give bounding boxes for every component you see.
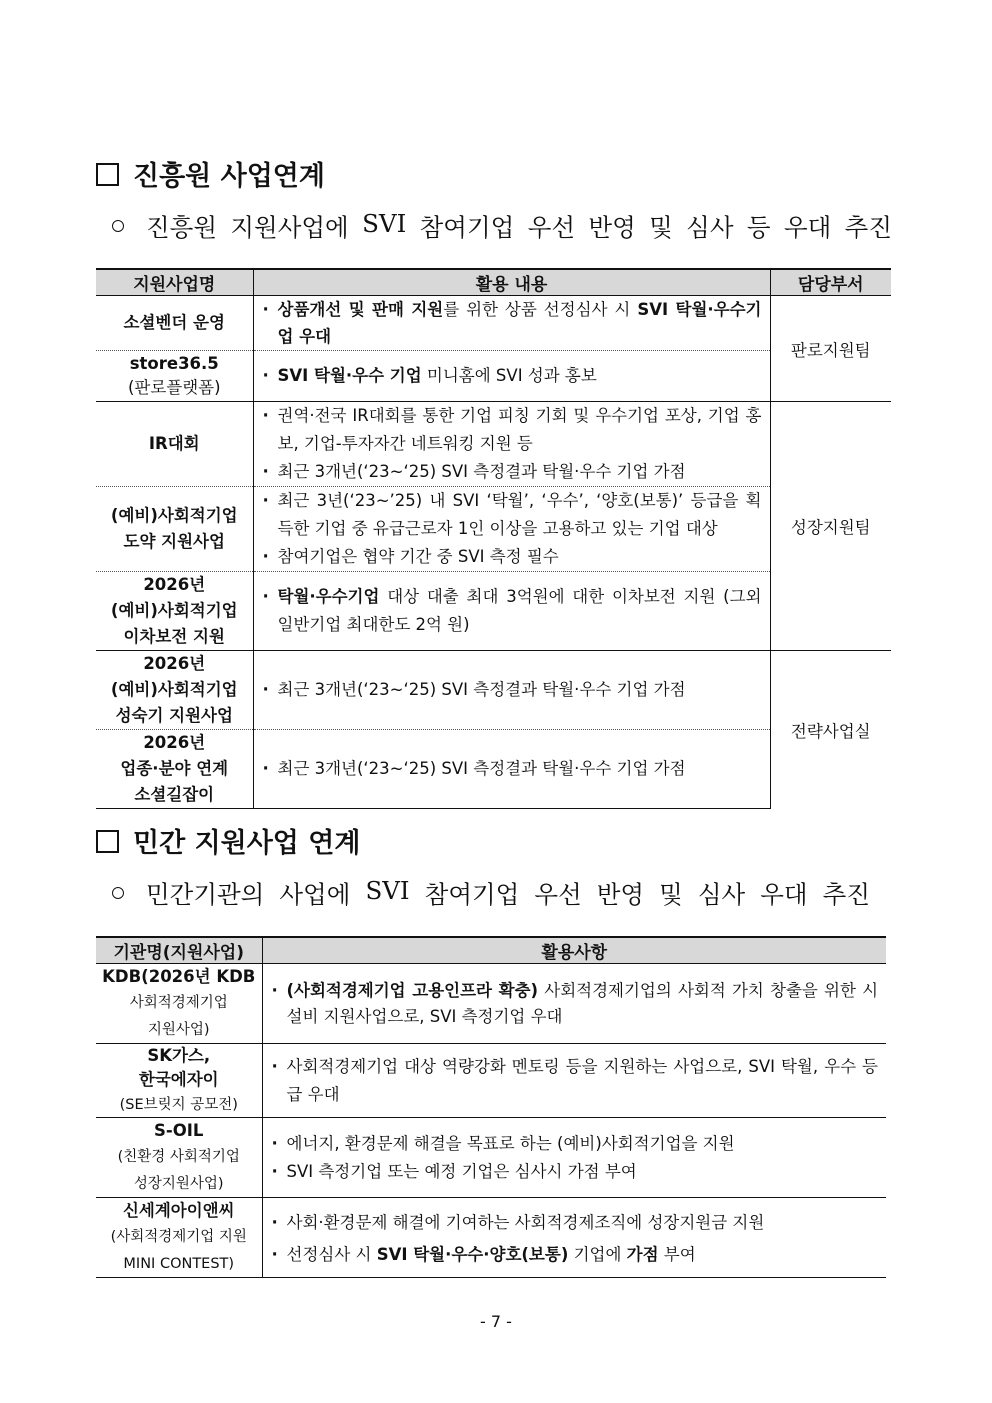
usage-cell: · 최근 3개년(‘23~‘25) SVI 측정결과 탁월·우수 기업 가점 <box>253 651 770 730</box>
header-org: 기관명(지원사업) <box>96 937 262 964</box>
program-table <box>96 268 891 809</box>
org-cell: SK가스, 한국에자이 (SE브릿지 공모전) <box>96 1044 262 1118</box>
table-row <box>96 402 891 487</box>
usage-cell: · 에너지, 환경문제 해결을 목표로 하는 (예비)사회적기업을 지원 · SVI 측정기업 또는 예정 기업은 심사시 가점 부여 <box>262 1118 886 1198</box>
table-row <box>96 296 891 351</box>
usage-cell: · 상품개선 및 판매 지원를 위한 상품 선정심사 시 SVI 탁월·우수기업 우대 <box>253 296 770 351</box>
page-number: - 7 - <box>480 1312 512 1331</box>
checkbox-square-icon <box>96 830 119 853</box>
dept-cell: 판로지원팀 <box>770 296 891 402</box>
header-dept: 담당부서 <box>770 269 891 296</box>
section-1-bullet: 진흥원 지원사업에 SVI 참여기업 우선 반영 및 심사 등 우대 추진 <box>112 209 892 244</box>
table-row <box>96 1198 886 1278</box>
usage-cell: · 사회·환경문제 해결에 기여하는 사회적경제조직에 성장지원금 지원 · 선정심사 시 SVI 탁월·우수·양호(보통) 기업에 가점 부여 <box>262 1198 886 1278</box>
program-name: IR대회 <box>96 402 253 487</box>
checkbox-square-icon <box>96 163 119 186</box>
program-name: (예비)사회적기업 도약 지원사업 <box>96 487 253 572</box>
usage-cell: · 권역·전국 IR대회를 통한 기업 피칭 기회 및 우수기업 포상, 기업 홍보, 기업-투자자간 네트워킹 지원 등 · 최근 3개년(‘23~‘25) SVI 측정결과 탁월·우수 기업 가점 <box>253 402 770 487</box>
usage-cell: · 최근 3개년(‘23~‘25) SVI 측정결과 탁월·우수 기업 가점 <box>253 730 770 809</box>
header-usage: 활용 내용 <box>253 269 770 296</box>
org-cell: 신세계아이앤씨 (사회적경제기업 지원 MINI CONTEST) <box>96 1198 262 1278</box>
usage-cell: · 사회적경제기업 대상 역량강화 멘토링 등을 지원하는 사업으로, SVI 탁월, 우수 등급 우대 <box>262 1044 886 1118</box>
header-usage: 활용사항 <box>262 937 886 964</box>
program-name: 소셜벤더 운영 <box>123 313 225 332</box>
table-row <box>96 1044 886 1118</box>
circle-bullet-icon <box>112 887 124 899</box>
section-heading-1: 진흥원 사업연계 <box>96 154 325 193</box>
usage-cell: · (사회적경제기업 고용인프라 확충) 사회적경제기업의 사회적 가치 창출을 위한 시설비 지원사업으로, SVI 측정기업 우대 <box>262 964 886 1044</box>
dept-cell: 성장지원팀 <box>770 402 891 651</box>
usage-cell: · 탁월·우수기업 대상 대출 최대 3억원에 대한 이차보전 지원 (그외 일반기업 최대한도 2억 원) <box>253 572 770 651</box>
circle-bullet-icon <box>112 220 124 232</box>
private-program-table <box>96 936 886 1278</box>
usage-cell: · SVI 탁월·우수 기업 미니홈에 SVI 성과 홍보 <box>253 351 770 402</box>
table-row <box>96 651 891 730</box>
program-name: 2026년 (예비)사회적기업 이차보전 지원 <box>96 572 253 651</box>
table-row <box>96 964 886 1044</box>
section-2-bullet: 민간기관의 사업에 SVI 참여기업 우선 반영 및 심사 우대 추진 <box>112 876 870 911</box>
table-row <box>96 1118 886 1198</box>
usage-cell: · 최근 3년(‘23~’25) 내 SVI ‘탁월’, ‘우수’, ‘양호(보통)’ 등급을 획득한 기업 중 유급근로자 1인 이상을 고용하고 있는 기업 대상 · 참여기업은 협약 기간 중 SVI 측정 필수 <box>253 487 770 572</box>
header-program: 지원사업명 <box>96 269 253 296</box>
org-cell: KDB(2026년 KDB 사회적경제기업 지원사업) <box>102 967 256 1038</box>
program-name: 2026년 (예비)사회적기업 성숙기 지원사업 <box>96 651 253 730</box>
dept-cell: 전략사업실 <box>770 651 891 809</box>
section-heading-2: 민간 지원사업 연계 <box>96 821 360 860</box>
program-name: store36.5 (판로플랫폼) <box>96 351 253 402</box>
org-cell: S-OIL (친환경 사회적기업 성장지원사업) <box>96 1118 262 1198</box>
program-name: 2026년 업종·분야 연계 소셜길잡이 <box>96 730 253 809</box>
